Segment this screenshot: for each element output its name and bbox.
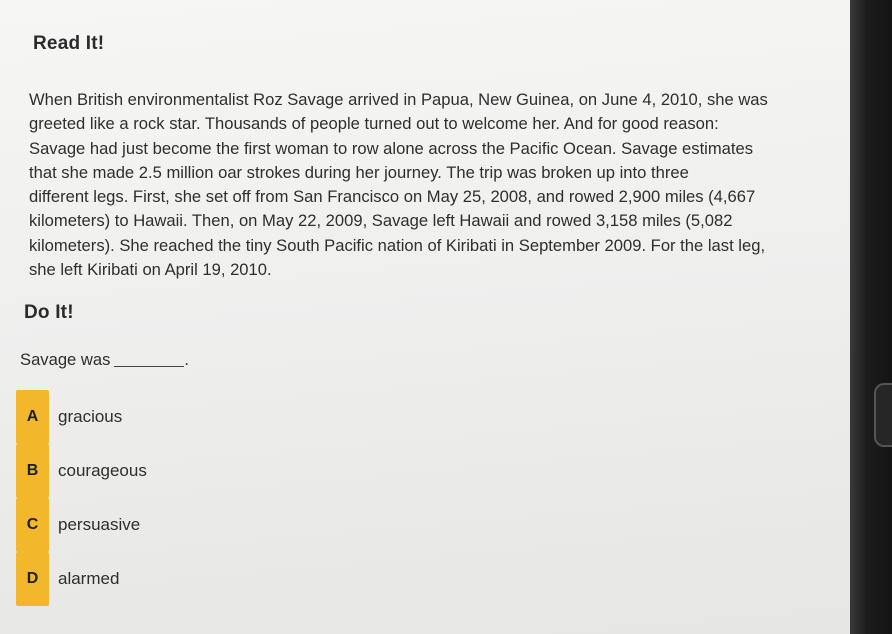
choice-text: courageous [58,461,147,480]
choice-letter: C [16,498,49,552]
screen-bezel [850,0,892,634]
question-text: Savage was [20,350,111,369]
reading-passage [29,88,847,282]
choice-text: persuasive [58,515,141,534]
choice-a[interactable] [16,390,122,444]
passage-line: kilometers). She reached the tiny South Pacific nation of Kiribati in September 2009. For the last leg, [29,235,766,255]
passage-line: Savage had just become the first woman to row alone across the Pacific Ocean. Savage estimates [29,138,754,158]
choice-text: alarmed [58,569,120,588]
choice-letter: A [16,390,49,444]
passage-line: kilometers) to Hawaii. Then, on May 22, 2009, Savage left Hawaii and rowed 3,158 miles (5,082 [29,211,733,231]
passage-line: that she made 2.5 million oar strokes during her journey. The trip was broken up into three [29,162,689,182]
passage-line: When British environmentalist Roz Savage arrived in Papua, New Guinea, on June 4, 2010, she was [29,90,768,109]
passage-line: she left Kiribati on April 19, 2010. [29,260,272,280]
choice-letter: D [16,552,49,606]
choice-letter: B [16,444,49,498]
choice-text: gracious [58,407,123,426]
choice-d[interactable] [16,552,119,606]
read-it-heading: Read It! [33,33,105,54]
do-it-heading: Do It! [24,302,74,323]
passage-line: different legs. First, she set off from San Francisco on May 25, 2008, and rowed 2,900 miles (4,667 [29,187,756,207]
question-prompt [20,350,189,370]
side-tab-handle [874,383,892,447]
passage-line: greeted like a rock star. Thousands of people turned out to welcome her. And for good reason: [29,114,719,134]
answer-blank [114,366,184,367]
question-period: . [184,350,190,369]
choice-c[interactable] [16,498,140,552]
choice-b[interactable] [16,444,147,498]
